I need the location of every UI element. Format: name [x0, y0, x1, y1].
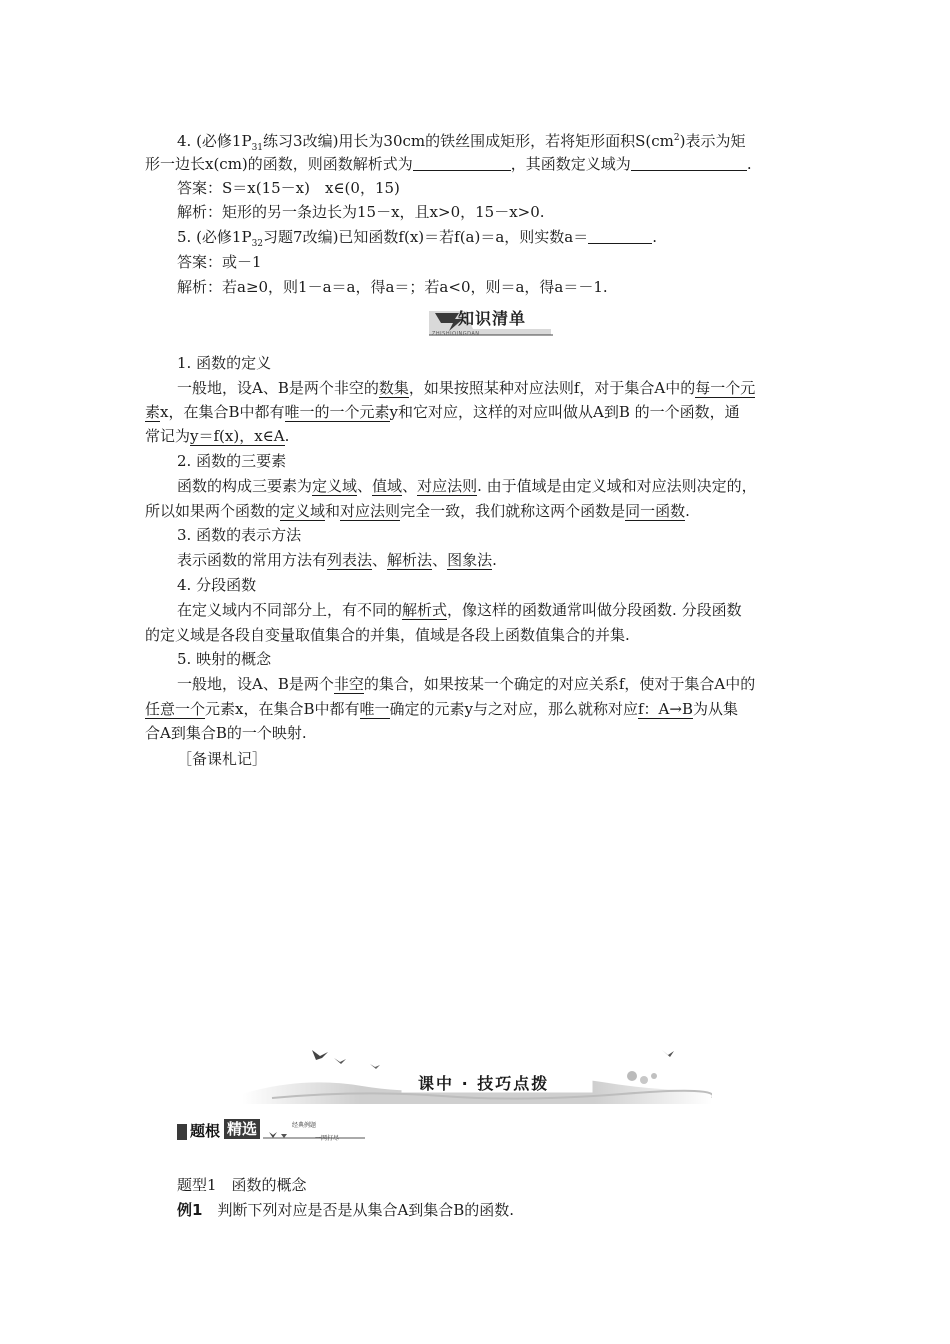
s2-p2: 所以如果两个函数的定义域和对应法则完全一致，我们就称这两个函数是同一函数.: [145, 502, 690, 520]
s4-p2: 的定义域是各段自变量取值集合的并集，值域是各段上函数值集合的并集.: [145, 626, 630, 644]
s2-heading: 2. 函数的三要素: [177, 452, 287, 470]
star-icon: [281, 1134, 287, 1138]
banner-in-class-title: 课中 · 技巧点拨: [418, 1074, 550, 1093]
bird-icon: [662, 1050, 674, 1057]
bird-icon: [312, 1050, 328, 1060]
q5-line1: 5. (必修$1P_{32}$习题7改编)已知函数f(x)＝若f(a)＝a，则实数a＝ .: [177, 228, 658, 249]
banner-classic-examples: 经典例题: [292, 1122, 317, 1129]
q5-analysis: 解析：若a≥0，则1－a＝a，得a＝；若a<0，则＝a，得a＝－1.: [177, 278, 608, 296]
bird-icon: [370, 1064, 380, 1069]
example-1: 例1 判断下列对应是否是从集合A到集合B的函数.: [177, 1201, 515, 1219]
answer-blank: [588, 228, 652, 244]
bird-icon: [334, 1058, 346, 1064]
s4-p1: 在定义域内不同部分上，有不同的解析式，像这样的函数通常叫做分段函数. 分段函数: [177, 601, 742, 619]
q4-analysis: 解析：矩形的另一条边长为15－x，且x>0，15－x>0.: [177, 203, 545, 221]
banner-selected: 精选: [224, 1119, 260, 1139]
banner-all-covered: 一网打尽: [315, 1135, 340, 1142]
s5-p2: 任意一个元素x，在集合B中都有唯一确定的元素y与之对应，那么就称对应f：A→B为从集: [145, 700, 738, 718]
q5-answer: 答案：或－1: [177, 253, 262, 271]
question-type-1: 题型1 函数的概念: [177, 1176, 307, 1194]
lesson-notes-label: ［备课札记］: [177, 750, 268, 768]
s1-p2: 素x，在集合B中都有唯一的一个元素y和它对应，这样的对应叫做从A到B 的一个函数，通: [145, 403, 740, 421]
answer-blank: [631, 155, 747, 171]
banner-knowledge-sub: ZHISHIQINGDAN: [432, 331, 480, 337]
banner-knowledge-title: 知识清单: [458, 309, 527, 328]
answer-blank: [413, 155, 511, 171]
banner-question-root: 题根: [190, 1122, 221, 1140]
s1-heading: 1. 函数的定义: [177, 354, 272, 372]
q4-line2: 形一边长x(cm)的函数，则函数解析式为 ，其函数定义域为 .: [145, 155, 752, 173]
q4-line1: 4. (必修$1P_{31}$练习3改编)用长为30cm的铁丝围成矩形，若将矩形面积$S(cm^2)$表示为矩: [177, 132, 746, 153]
q4-answer: 答案：S＝x(15－x) x∈(0，15): [177, 179, 400, 197]
s3-p1: 表示函数的常用方法有列表法、解析法、图象法.: [177, 551, 497, 569]
s1-p3: 常记为y＝f(x)，x∈A.: [145, 427, 290, 445]
star-icon: [269, 1132, 277, 1138]
s4-heading: 4. 分段函数: [177, 576, 257, 594]
s1-p1: 一般地，设A、B是两个非空的数集，如果按照某种对应法则f，对于集合A中的每一个元: [177, 379, 756, 397]
s5-p3: 合A到集合B的一个映射.: [145, 724, 307, 742]
s2-p1: 函数的构成三要素为定义域、值域、对应法则. 由于值域是由定义域和对应法则决定的，: [177, 477, 757, 495]
s5-p1: 一般地，设A、B是两个非空的集合，如果按某一个确定的对应关系f，使对于集合A中的: [177, 675, 756, 693]
s5-heading: 5. 映射的概念: [177, 650, 272, 668]
s3-heading: 3. 函数的表示方法: [177, 526, 302, 544]
